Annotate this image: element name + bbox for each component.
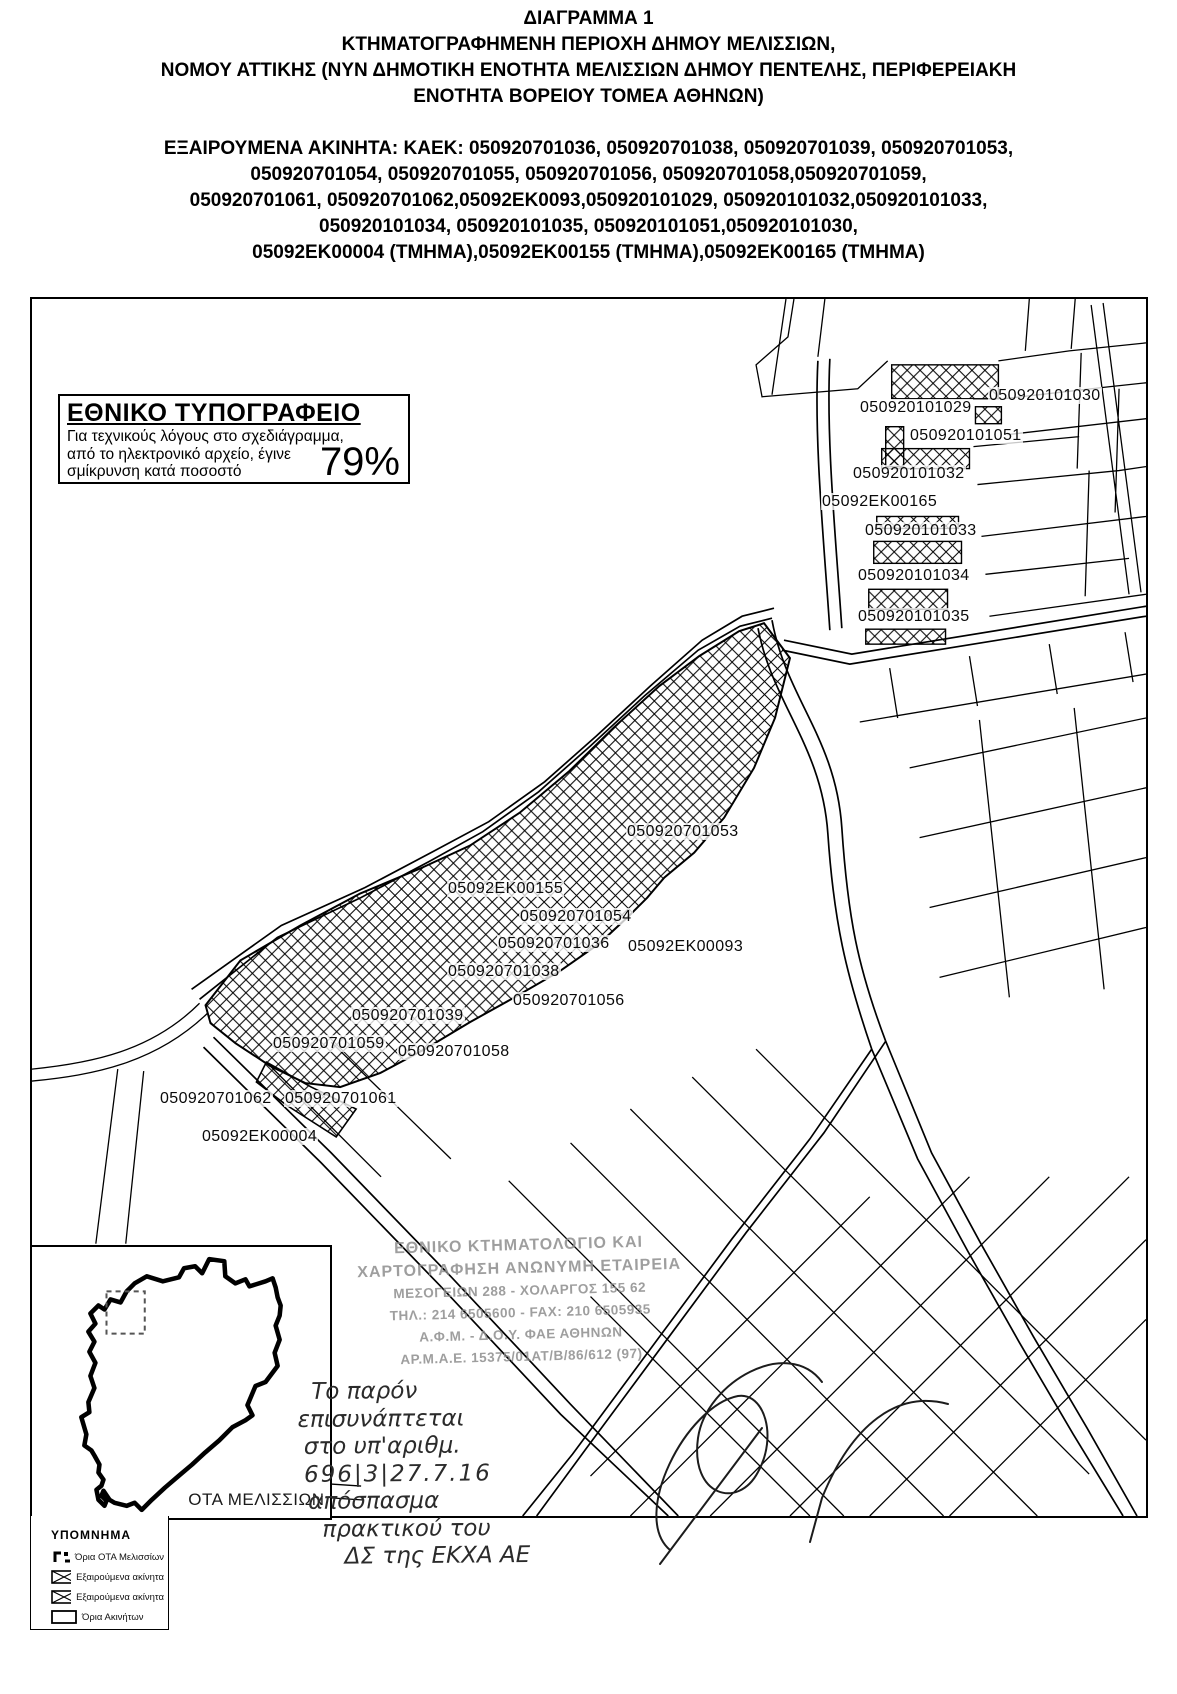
legend-items: [51, 1549, 164, 1625]
legend-item: [51, 1549, 164, 1565]
printing-office-notice: [58, 394, 410, 484]
legend-item: [51, 1569, 164, 1585]
parcel-label: 050920701038: [448, 963, 560, 980]
stamp-line: ΤΗΛ.: 214 6505600 - FAX: 210 6505935: [389, 1301, 652, 1324]
excluded-line: ΕΞΑΙΡΟΥΜΕΝΑ ΑΚΙΝΗΤΑ: ΚΑΕΚ: 050920701036, 050920701038, 050920701039, 050920701053,: [163, 138, 1014, 159]
title-line: ΚΤΗΜΑΤΟΓΡΑΦΗΜΕΝΗ ΠΕΡΙΟΧΗ ΔΗΜΟΥ ΜΕΛΙΣΣΙΩΝ,: [341, 34, 836, 55]
handwriting-line: 696|3|27.7.16: [303, 1459, 492, 1488]
handwritten-annotation: [297, 1377, 530, 1572]
title-line: ΕΝΟΤΗΤΑ ΒΟΡΕΙΟΥ ΤΟΜΕΑ ΑΘΗΝΩΝ): [413, 86, 764, 107]
stamp-line: ΜΕΣΟΓΕΙΩΝ 288 - ΧΟΛΑΡΓΟΣ 155 62: [393, 1279, 647, 1302]
stamp-line: ΧΑΡΤΟΓΡΑΦΗΣΗ ΑΝΩΝΥΜΗ ΕΤΑΙΡΕΙΑ: [357, 1255, 682, 1282]
printing-office-line: σμίκρυνση κατά ποσοστό: [67, 463, 242, 480]
stamp-line: Α.Φ.Μ. - Δ.Ο.Υ. ΦΑΕ ΑΘΗΝΩΝ: [419, 1324, 623, 1345]
parcel-label: 050920701036: [498, 935, 610, 952]
handwriting-line: ΔΣ της ΕΚΧΑ ΑΕ: [344, 1541, 531, 1570]
parcel-label: 050920101030: [989, 387, 1101, 404]
printing-office-line: Για τεχνικούς λόγους στο σχεδιάγραμμα,: [67, 428, 344, 445]
legend-item-label: Εξαιρούμενα ακίνητα: [76, 1591, 164, 1603]
excluded-line: 050920701061, 050920701062,05092ΕΚ0093,050920101029, 050920101032,050920101033,: [189, 190, 988, 211]
title-line: ΝΟΜΟΥ ΑΤΤΙΚΗΣ (ΝΥΝ ΔΗΜΟΤΙΚΗ ΕΝΟΤΗΤΑ ΜΕΛΙΣΣΙΩΝ ΔΗΜΟΥ ΠΕΝΤΕΛΗΣ, ΠΕΡΙΦΕΡΕΙΑΚΗ: [160, 60, 1017, 81]
parcel-label: 050920101034: [858, 567, 970, 584]
ota-boundary-symbol: [51, 1549, 70, 1565]
legend-item-label: Όρια ΟΤΑ Μελισσίων: [75, 1551, 164, 1563]
parcel-label: 05092ΕΚ00165: [822, 493, 938, 510]
handwriting-line: απόσπασμα: [308, 1487, 440, 1515]
parcel-label: 05092ΕΚ00004: [202, 1128, 318, 1145]
ota-boundary-outline: [81, 1259, 280, 1510]
title-line: ΔΙΑΓΡΑΜΜΑ 1: [523, 8, 654, 29]
excluded-line: 050920701054, 050920701055, 050920701056, 050920701058,050920701059,: [250, 164, 927, 185]
handwriting-line: Το παρόν: [311, 1377, 418, 1405]
printing-office-line: από το ηλεκτρονικό αρχείο, έγινε: [67, 445, 291, 463]
legend-item: [51, 1609, 164, 1625]
parcel-label: 050920101029: [860, 399, 972, 416]
crosshatch-symbol: [51, 1569, 71, 1585]
parcel-label: 050920701039: [352, 1007, 464, 1024]
inset-linework: [32, 1247, 330, 1518]
parcel-label: 050920101033: [865, 522, 977, 539]
parcel-label: 05092ΕΚ00155: [448, 880, 564, 897]
legend-item-label: Εξαιρούμενα ακίνητα: [76, 1571, 164, 1583]
stamp-line: ΕΘΝΙΚΟ ΚΤΗΜΑΤΟΛΟΓΙΟ ΚΑΙ: [393, 1233, 644, 1258]
parcel-label: 050920701062: [160, 1090, 272, 1107]
location-inset-map: [30, 1245, 332, 1520]
legend-title: ΥΠΟΜΝΗΜΑ: [51, 1528, 131, 1542]
diagram-title: [0, 6, 1177, 110]
printing-office-title: ΕΘΝΙΚΟ ΤΥΠΟΓΡΑΦΕΙΟ: [67, 399, 361, 427]
parcel-label: 050920701053: [627, 823, 739, 840]
parcel-label: 050920701061: [285, 1090, 397, 1107]
map-legend: [30, 1516, 169, 1630]
excluded-zone-hatch: [206, 623, 790, 1087]
parcel-label: 050920101035: [858, 608, 970, 625]
legend-item: [51, 1589, 164, 1605]
excluded-line: 05092ΕΚ00004 (ΤΜΗΜΑ),05092ΕΚ00155 (ΤΜΗΜΑ),05092ΕΚ00165 (ΤΜΗΜΑ): [252, 242, 925, 263]
legend-item-label: Όρια Ακινήτων: [82, 1611, 144, 1623]
excluded-line: 050920101034, 050920101035, 050920101051,050920101030,: [319, 216, 858, 237]
handwriting-line: στο υπ'αριθμ.: [303, 1432, 461, 1460]
parcel-boundary-symbol: [51, 1609, 77, 1625]
handwriting-line: πρακτικού του: [322, 1514, 491, 1543]
inset-caption: ΟΤΑ ΜΕΛΙΣΣΙΩΝ: [188, 1490, 325, 1509]
parcel-label: 050920701059: [273, 1035, 385, 1052]
handwriting-line: επισυνάπτεται: [297, 1405, 465, 1433]
parcel-label: 050920101051: [910, 427, 1022, 444]
reduction-percent: 79%: [319, 440, 400, 484]
parcel-label: 05092ΕΚ00093: [628, 938, 744, 955]
crosshatch-symbol: [51, 1589, 71, 1605]
excluded-parcels-list: [0, 136, 1177, 266]
parcel-label: 050920701054: [520, 908, 632, 925]
ekxa-company-stamp: [316, 1229, 723, 1374]
parcel-label: 050920101032: [853, 465, 965, 482]
stamp-line: ΑΡ.Μ.Α.Ε. 15375/01ΑΤ/Β/86/612 (97): [400, 1345, 643, 1368]
parcel-label: 050920701058: [398, 1043, 510, 1060]
parcel-label: 050920701056: [513, 992, 625, 1009]
